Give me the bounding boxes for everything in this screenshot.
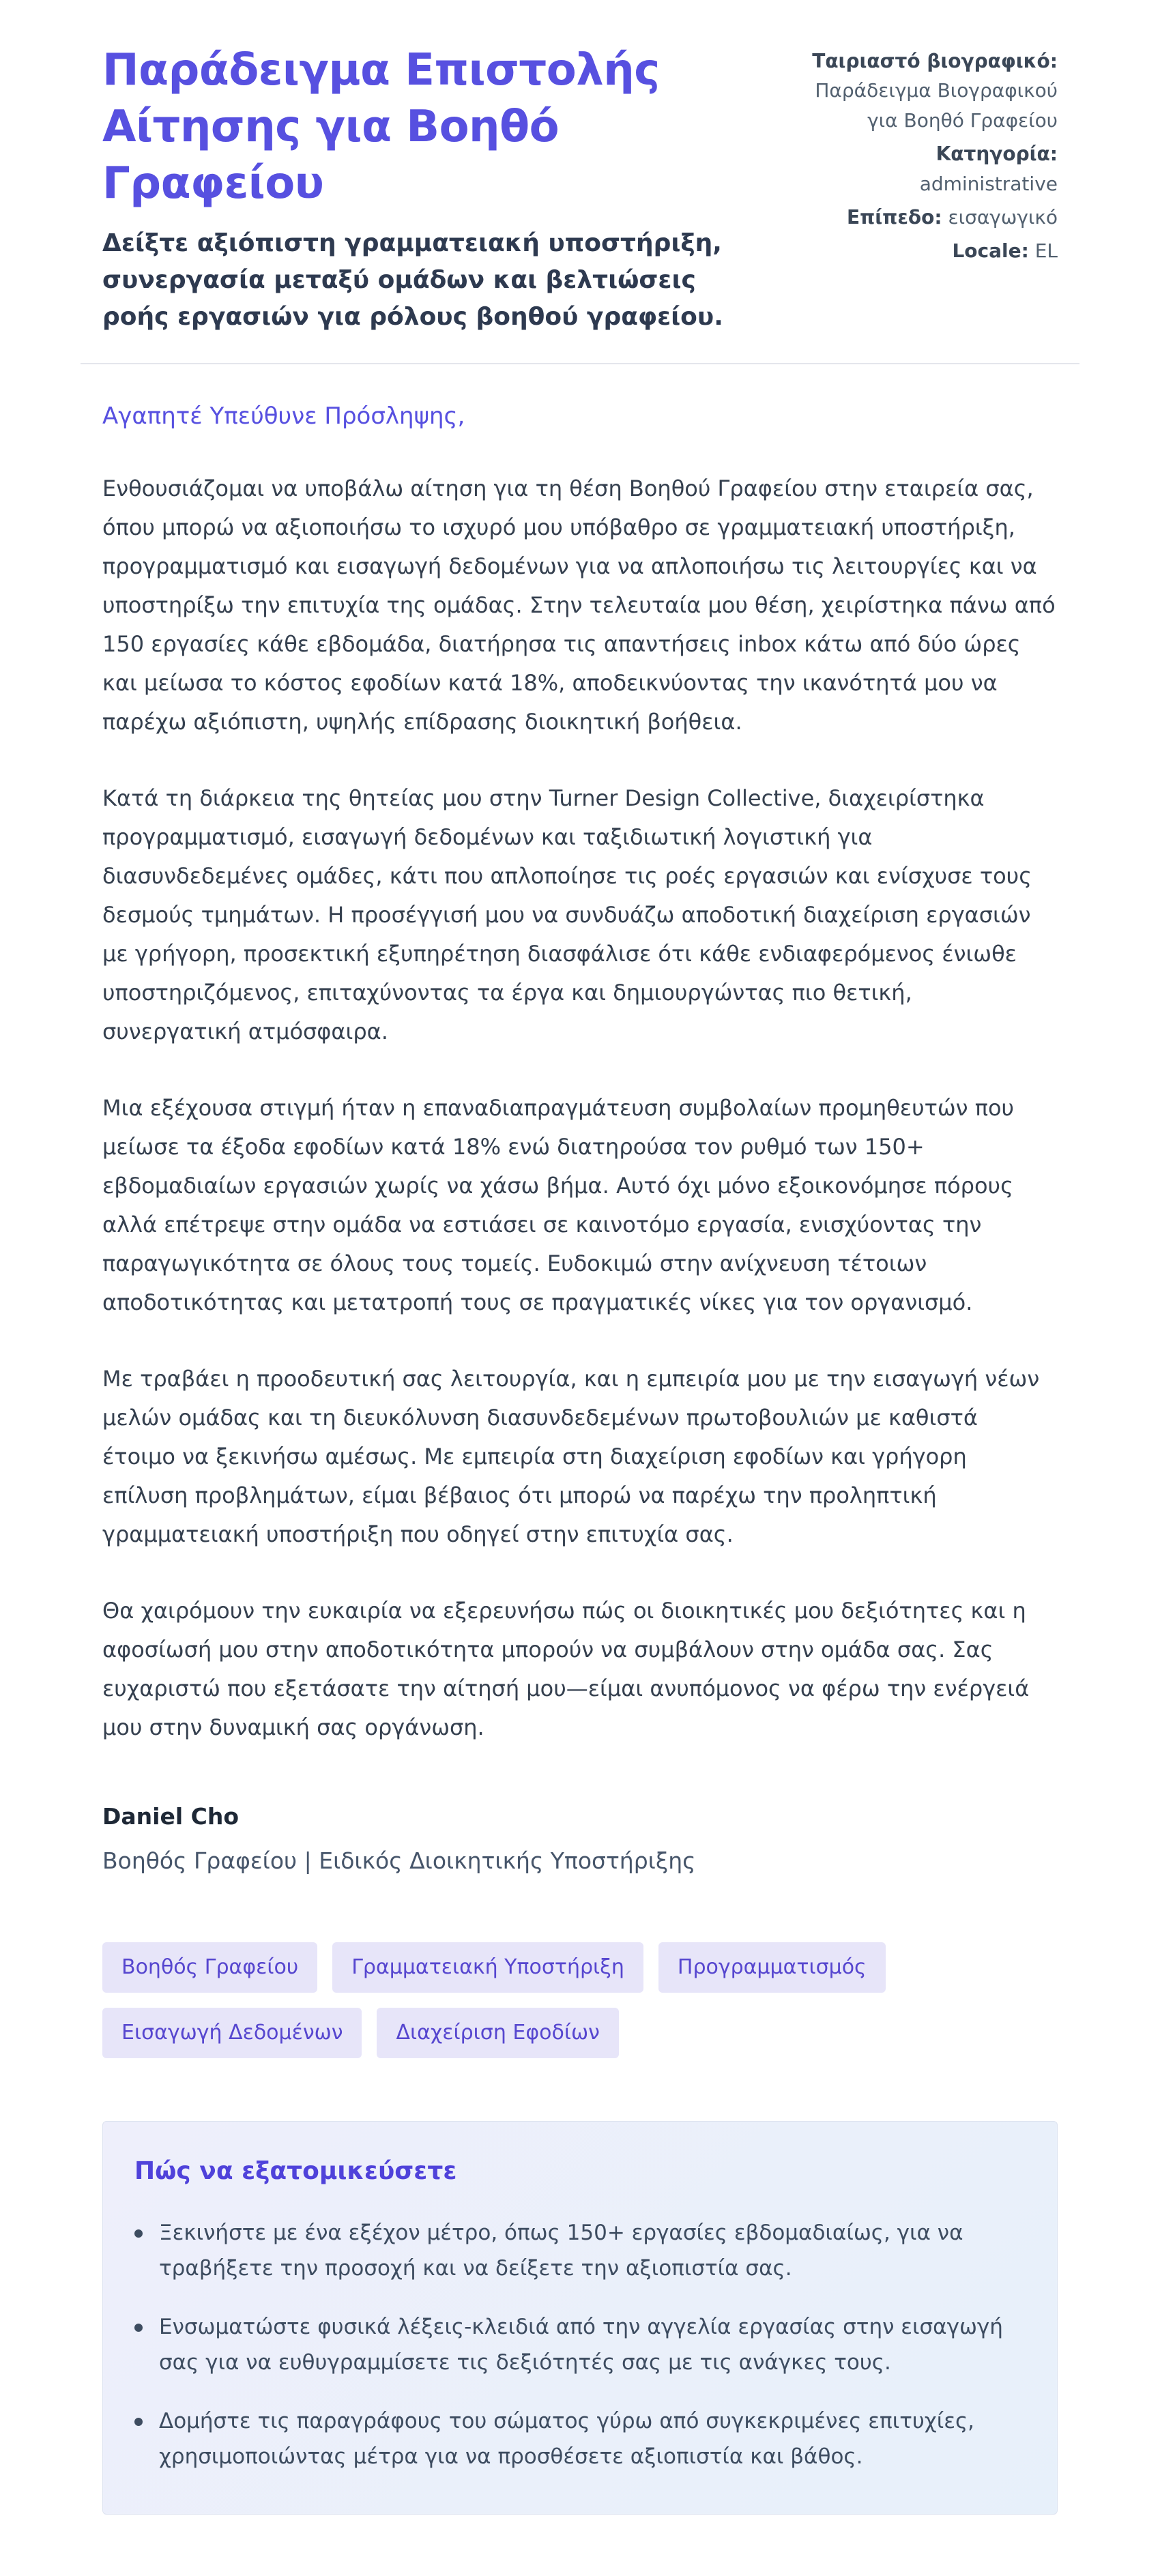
header-title-block [102,42,757,336]
skill-tag[interactable]: Εισαγωγή Δεδομένων [102,2008,362,2058]
bullet-dot-icon [134,2229,143,2238]
letter-paragraph: Με τραβάει η προοδευτική σας λειτουργία, και η εμπειρία μου με την εισαγωγή νέων μελών ομάδας και τη διευκόλυνση διασυνδεδεμένων πρωτοβουλιών με καθιστά έτοιμο να ξεκινήσω αμέσως. Με εμπειρία στη διαχείριση εφοδίων και γρήγορη επίλυση προβλημάτων, είμαι βέβαιος ότι μπορώ να παρέχω την προληπτική γραμματειακή υποστήριξη που οδηγεί στην επιτυχία σας. [102,1365,1040,1547]
tips-item [134,2309,1026,2380]
signature-name: Daniel Cho [102,1802,240,1830]
letter-paragraph: Ενθουσιάζομαι να υποβάλω αίτηση για τη θέση Βοηθού Γραφείου στην εταιρεία σας, όπου μπορώ να αξιοποιήσω το ισχυρό μου υπόβαθρο σε γραμματειακή υποστήριξη, προγραμματισμό και εισαγωγή δεδομένων για να απλοποιήσω τις λειτουργίες και να υποστηρίξω την επιτυχία της ομάδας. Στην τελευταία μου θέση, χειρίστηκα πάνω από 150 εργασίες κάθε εβδομάδα, διατήρησα τις απαντήσεις inbox κάτω από δύο ώρες και μείωσα το κόστος εφοδίων κατά 18%, αποδεικνύοντας την ικανότητά μου να παρέχω αξιόπιστη, υψηλής επίδρασης διοικητική βοήθεια. [102,475,1056,735]
personalize-tips-card [102,2121,1058,2515]
meta-resume-link[interactable]: Παράδειγμα Βιογραφικού για Βοηθό Γραφείου [815,79,1058,132]
tips-heading: Πώς να εξατομικεύσετε [134,2156,457,2185]
meta-locale [798,236,1058,265]
letter-body [102,402,1058,1874]
skill-tag[interactable]: Διαχείριση Εφοδίων [377,2008,618,2058]
letter-paragraph: Θα χαιρόμουν την ευκαιρία να εξερευνήσω πώς οι διοικητικές μου δεξιότητες και η αφοσίωσή μου στην αποδοτικότητα μπορούν να συμβάλουν στην ομάδα σας. Σας ευχαριστώ που εξετάσατε την αίτησή μου—είμαι ανυπόμονος να φέρω την ενέργειά μου στην δυναμική σας οργάνωση. [102,1597,1030,1740]
tips-item-text: Ενσωματώστε φυσικά λέξεις-κλειδιά από την αγγελία εργασίας στην εισαγωγή σας για να ευθυγραμμίσετε τις δεξιότητές σας με τις ανάγκες τους. [159,2314,1003,2375]
tips-item [134,2403,1026,2474]
tips-item [134,2215,1026,2286]
tips-item-text: Δομήστε τις παραγράφους του σώματος γύρω από συγκεκριμένες επιτυχίες, χρησιμοποιώντας μέτρα για να προσθέσετε αξιοπιστία και βάθος. [159,2408,974,2469]
meta-resume-label: Ταιριαστό βιογραφικό: [812,50,1058,72]
letter-paragraph: Κατά τη διάρκεια της θητείας μου στην Turner Design Collective, διαχειρίστηκα προγραμματισμό, εισαγωγή δεδομένων και ταξιδιωτική λογιστική για διασυνδεδεμένες ομάδες, κάτι που απλοποίησε τις ροές εργασιών και ενίσχυσε τους δεσμούς τμημάτων. Η προσέγγισή μου να συνδυάζω αποδοτική διαχείριση εργασιών με γρήγορη, προσεκτική εξυπηρέτηση διασφάλισε ότι κάθε ενδιαφερόμενος ένιωθε υποστηριζόμενος, επιταχύνοντας τα έργα και δημιουργώντας πιο θετική, συνεργατική ατμόσφαιρα. [102,785,1032,1044]
skill-tag[interactable]: Προγραμματισμός [658,1942,886,1993]
meta-category-value: administrative [919,172,1058,195]
skill-tag-list [102,1942,1058,2058]
tips-item-text: Ξεκινήστε με ένα εξέχον μέτρο, όπως 150+ εργασίες εβδομαδιαίως, για να τραβήξετε την προσοχή και να δείξετε την αξιοπιστία σας. [159,2220,963,2281]
meta-matching-resume [798,46,1058,135]
letter-greeting: Αγαπητέ Υπεύθυνε Πρόσληψης, [102,402,465,430]
meta-level-value: εισαγωγικό [948,205,1058,229]
meta-level-label: Επίπεδο: [846,205,942,229]
letter-paragraph: Μια εξέχουσα στιγμή ήταν η επαναδιαπραγμάτευση συμβολαίων προμηθευτών που μείωσε τα έξοδα εφοδίων κατά 18% ενώ διατηρούσα τον ρυθμό των 150+ εβδομαδιαίων εργασιών χωρίς να χάσω βήμα. Αυτό όχι μόνο εξοικονόμησε πόρους αλλά επέτρεψε στην ομάδα να εστιάσει σε καινοτόμο εργασία, ενισχύοντας την παραγωγικότητα σε όλους τους τομείς. Ευδοκιμώ στην ανίχνευση τέτοιων αποδοτικότητας και μετατροπή τους σε πραγματικές νίκες για τον οργανισμό. [102,1094,1015,1315]
meta-category-label: Κατηγορία: [936,143,1058,166]
bullet-dot-icon [134,2324,143,2332]
skill-tag[interactable]: Βοηθός Γραφείου [102,1942,317,1993]
letter-signature [102,1803,1058,1874]
page-header [102,42,1058,336]
meta-locale-label: Locale: [952,239,1029,263]
meta-locale-value: EL [1034,239,1058,263]
header-meta-panel [798,42,1058,270]
page-title: Παράδειγμα Επιστολής Αίτησης για Βοηθό Γραφείου [102,45,660,209]
skill-tag[interactable]: Γραμματειακή Υποστήριξη [332,1942,643,1993]
header-divider [81,363,1079,364]
meta-category [798,139,1058,199]
page-subtitle: Δείξτε αξιόπιστη γραμματειακή υποστήριξη, συνεργασία μεταξύ ομάδων και βελτιώσεις ροής εργασιών για ρόλους βοηθού γραφείου. [102,229,723,331]
tips-list [134,2215,1026,2474]
bullet-dot-icon [134,2418,143,2426]
meta-level [798,203,1058,232]
signature-role: Βοηθός Γραφείου | Ειδικός Διοικητικής Υποστήριξης [102,1847,696,1874]
